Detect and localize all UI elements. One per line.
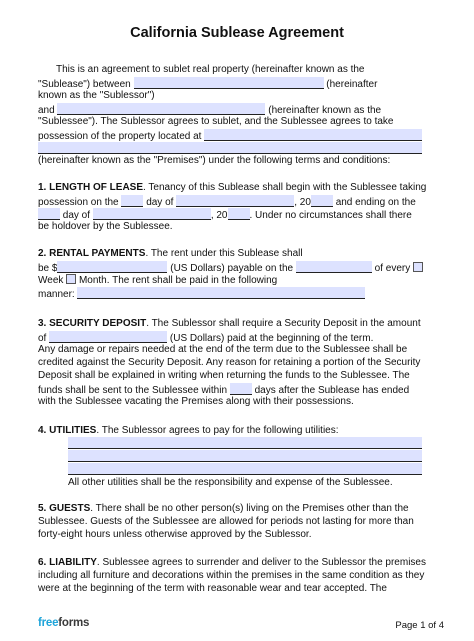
utilities-field-1[interactable]: [68, 437, 422, 449]
section-text: . The Sublessor shall require a Security Deposit in the amount: [146, 318, 421, 329]
intro-line-5: [38, 116, 393, 128]
rent-due-field[interactable]: [296, 261, 372, 273]
intro-text: (hereinafter known as the: [268, 105, 382, 116]
section-text: forty-eight hours unless otherwise approved by the Sublessor.: [38, 529, 312, 540]
intro-text: (hereinafter: [326, 79, 378, 90]
end-year-field[interactable]: [228, 208, 250, 220]
section-3-line-2: [38, 331, 373, 345]
section-text: day of: [146, 197, 174, 208]
intro-text: and: [38, 105, 55, 116]
section-2-line-1: [38, 248, 303, 260]
section-6-line-3: [38, 583, 387, 595]
section-text: Sublessee. Guests of the Sublessee are allowed for periods not lasting for more than: [38, 516, 414, 527]
section-text: Week: [38, 275, 64, 286]
section-text: Any damage or repairs needed at the end of the term due to the Sublessee shall be: [38, 344, 408, 355]
section-text: be holdover by the Sublessee.: [38, 221, 173, 232]
intro-line-4: [38, 103, 381, 117]
property-address-field[interactable]: [204, 129, 422, 141]
intro-line-3: [38, 90, 155, 102]
end-month-field[interactable]: [93, 208, 211, 220]
section-text: funds shall be sent to the Sublessee within: [38, 385, 228, 396]
section-text: . Tenancy of this Sublease shall begin with the Sublessee taking: [143, 182, 427, 193]
section-2-line-3: [38, 274, 277, 287]
intro-text: This is an agreement to sublet real property (hereinafter known as the: [56, 64, 365, 75]
start-day-field[interactable]: [121, 195, 143, 207]
start-year-field[interactable]: [311, 195, 333, 207]
section-text: . The Sublessor agrees to pay for the following utilities:: [96, 425, 339, 436]
return-days-field[interactable]: [230, 383, 252, 395]
utilities-field-3[interactable]: [68, 463, 422, 475]
intro-line-2: [38, 77, 377, 91]
section-1-line-3: [38, 208, 412, 222]
intro-text: (hereinafter known as the "Premises") under the following terms and conditions:: [38, 155, 391, 166]
section-4-line-1: [38, 425, 339, 437]
sublessor-name-field[interactable]: [134, 77, 324, 89]
section-4-line-6: [68, 477, 393, 489]
intro-line-6: [38, 129, 422, 143]
section-1-line-1: [38, 182, 426, 194]
section-3-line-6: [38, 383, 409, 397]
section-heading: 1. LENGTH OF LEASE: [38, 182, 144, 193]
intro-text: "Sublease") between: [38, 79, 131, 90]
section-text: , 20: [294, 197, 311, 208]
logo-text-forms: forms: [58, 617, 90, 629]
section-text: of every: [374, 263, 411, 274]
section-text: (US Dollars) payable on the: [170, 263, 294, 274]
section-text: Deposit shall be explained in writing when returning the funds to the Sublessee. The: [38, 370, 410, 381]
page-number: Page 1 of 4: [395, 620, 444, 631]
logo-text-free: free: [38, 617, 59, 629]
section-2-line-2: [38, 261, 423, 275]
section-text: (US Dollars) paid at the beginning of the term.: [169, 333, 374, 344]
intro-text: possession of the property located at: [38, 131, 202, 142]
section-3-line-4: [38, 357, 420, 369]
week-checkbox[interactable]: [413, 262, 423, 272]
intro-text: "Sublessee"). The Sublessor agrees to sublet, and the Sublessee agrees to take: [38, 116, 394, 127]
section-6-line-1: [38, 557, 426, 569]
section-5-line-1: [38, 503, 409, 515]
section-text: . There shall be no other person(s) living on the Premises other than the: [90, 503, 409, 514]
month-checkbox[interactable]: [66, 274, 76, 284]
payment-manner-field[interactable]: [77, 287, 365, 299]
document-title: California Sublease Agreement: [130, 25, 344, 41]
intro-line-8: [38, 155, 390, 167]
section-heading: 3. SECURITY DEPOSIT: [38, 318, 147, 329]
start-month-field[interactable]: [176, 195, 294, 207]
property-address-field-2[interactable]: [38, 142, 422, 154]
section-text: day of: [62, 210, 91, 221]
section-text: , 20: [210, 210, 228, 221]
intro-text: known as the "Sublessor"): [38, 90, 155, 101]
rent-amount-field[interactable]: [57, 261, 167, 273]
section-text: . Under no circumstances shall there: [249, 210, 412, 221]
section-text: manner:: [38, 289, 75, 300]
section-5-line-3: [38, 529, 312, 541]
section-text: of: [38, 333, 47, 344]
section-heading: 4. UTILITIES: [38, 425, 97, 436]
section-1-line-4: [38, 221, 173, 233]
section-3-line-7: [38, 396, 354, 408]
section-5-line-2: [38, 516, 414, 528]
section-3-line-5: [38, 370, 410, 382]
section-6-line-2: [38, 570, 424, 582]
section-text: All other utilities shall be the responsibility and expense of the Sublessee.: [68, 477, 393, 488]
section-text: possession on the: [38, 197, 119, 208]
section-text: including all furniture and decorations within the premises in the same condition as they: [38, 570, 425, 581]
section-text: credited against the Security Deposit. Any reason for retaining a portion of the Security: [38, 357, 421, 368]
section-heading: 5. GUESTS: [38, 503, 91, 514]
section-text: . Sublessee agrees to surrender and deliver to the Sublessor the premises: [96, 557, 426, 568]
sublessee-name-field[interactable]: [57, 103, 265, 115]
section-heading: 2. RENTAL PAYMENTS: [38, 248, 146, 259]
section-text: and ending on the: [335, 197, 416, 208]
section-text: days after the Sublease has ended: [254, 385, 410, 396]
section-text: Month. The rent shall be paid in the following: [78, 275, 278, 286]
end-day-field[interactable]: [38, 208, 60, 220]
section-text: be $: [38, 263, 58, 274]
section-3-line-1: [38, 318, 421, 330]
section-3-line-3: [38, 344, 407, 356]
section-1-line-2: [38, 195, 416, 209]
utilities-field-2[interactable]: [68, 450, 422, 462]
intro-line-1: [56, 64, 365, 76]
section-2-line-4: [38, 287, 365, 301]
section-heading: 6. LIABILITY: [38, 557, 97, 568]
freeforms-logo: [38, 617, 89, 629]
deposit-amount-field[interactable]: [49, 331, 167, 343]
section-text: with the Sublessee vacating the Premises along with their possessions.: [38, 396, 354, 407]
section-text: . The rent under this Sublease shall: [145, 248, 303, 259]
section-text: were at the beginning of the term with reasonable wear and tear accepted. The: [38, 583, 387, 594]
